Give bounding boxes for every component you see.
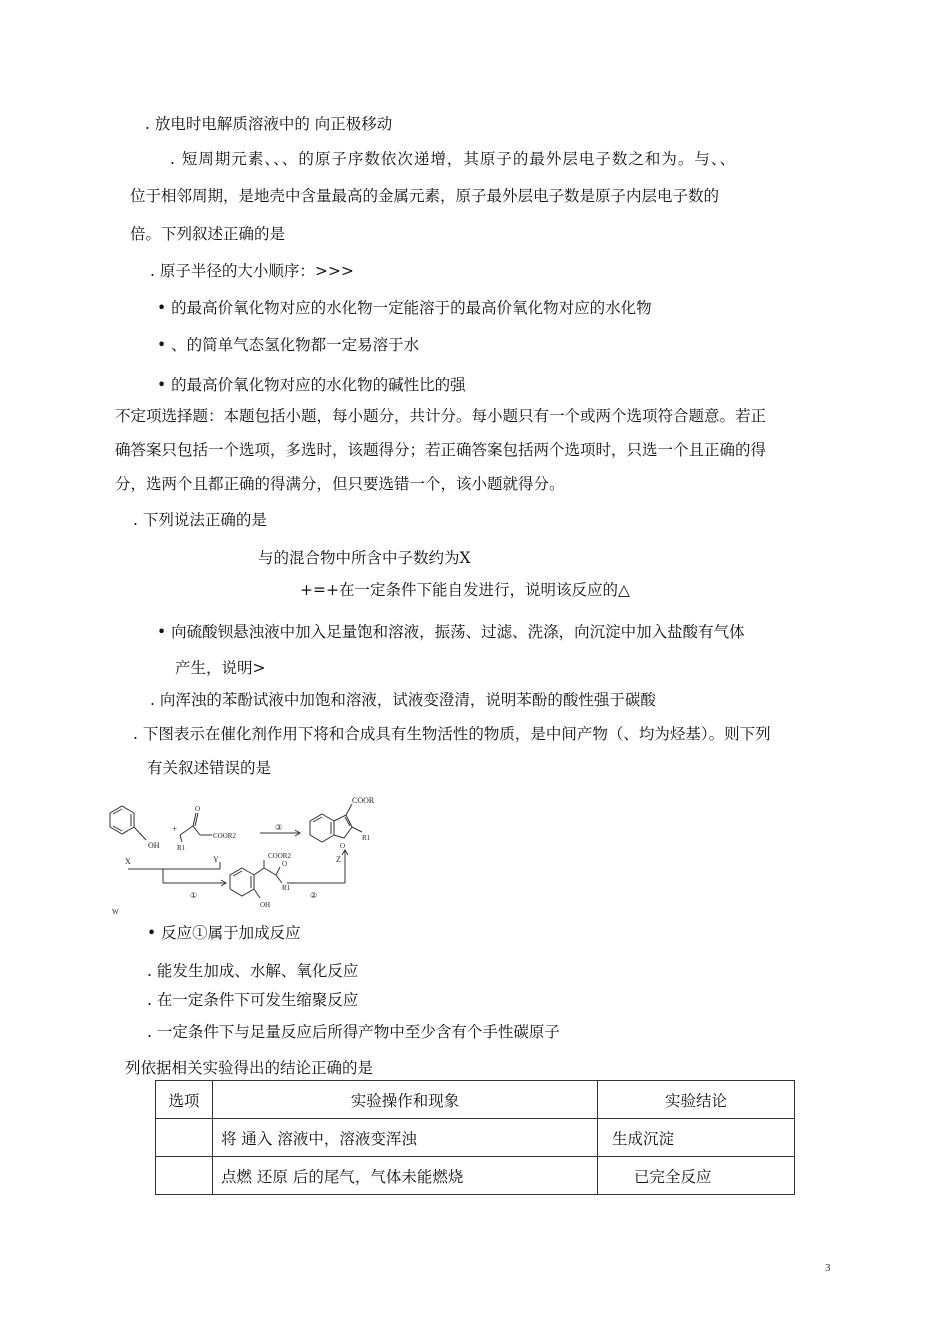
option-d: • 的最高价氧化物对应的水化物的碱性比的强 xyxy=(157,376,466,394)
reaction-scheme xyxy=(100,790,400,920)
cell-option xyxy=(156,1119,213,1157)
arrow-2-label: ② xyxy=(310,891,318,900)
table-header-row xyxy=(156,1081,795,1119)
option-c-cont: 产生，说明> xyxy=(175,659,266,677)
label-cooR2-w: COOR2 xyxy=(268,852,291,860)
label-o-w: O xyxy=(282,860,288,868)
option-d: . 向浑浊的苯酚试液中加饱和溶液，试液变澄清，说明苯酚的酸性强于碳酸 xyxy=(150,691,656,709)
label-r1-y: R1 xyxy=(177,844,186,852)
table-row xyxy=(156,1157,795,1195)
label-o-y: O xyxy=(195,805,201,813)
label-w: W xyxy=(112,908,119,916)
question-stem: . 下图表示在催化剂作用下将和合成具有生物活性的物质，是中间产物（、均为烃基）。则下列 xyxy=(133,725,771,743)
question-stem: . 下列说法正确的是 xyxy=(133,511,267,529)
cell-operation: 将 通入 溶液中，溶液变浑浊 xyxy=(213,1119,598,1157)
plus-sign-2: + xyxy=(172,824,178,834)
option-b: • 的最高价氧化物对应的水化物一定能溶于的最高价氧化物对应的水化物 xyxy=(157,299,652,317)
question-stem: 列依据相关实验得出的结论正确的是 xyxy=(125,1059,374,1077)
option-c: • 、的简单气态氢化物都一定易溶于水 xyxy=(157,336,420,354)
label-z: Z xyxy=(336,855,341,864)
section-heading: 不定项选择题：本题包括小题，每小题分，共计分。每小题只有一个或两个选项符合题意。若正 xyxy=(115,407,767,425)
page-number: 3 xyxy=(825,1262,831,1274)
option-a: . 原子半径的大小顺序：>>> xyxy=(150,262,354,280)
label-x: X xyxy=(125,857,131,866)
cell-conclusion: 已完全反应 xyxy=(598,1157,795,1195)
option-c: • 向硫酸钡悬浊液中加入足量饱和溶液，振荡、过滤、洗涤，向沉淀中加入盐酸有气体 xyxy=(157,623,745,641)
arrow-3-label: ③ xyxy=(275,823,283,832)
header-conclusion: 实验结论 xyxy=(598,1081,795,1119)
cell-option xyxy=(156,1157,213,1195)
option-d: . 一定条件下与足量反应后所得产物中至少含有个手性碳原子 xyxy=(147,1023,560,1041)
label-cooR2-y: COOR2 xyxy=(213,832,236,840)
cell-operation: 点燃 还原 后的尾气，气体未能燃烧 xyxy=(213,1157,598,1195)
label-r1-z: R1 xyxy=(362,834,371,842)
header-option: 选项 xyxy=(156,1081,213,1119)
option-b: +=+在一定条件下能自发进行，说明该反应的△ xyxy=(300,581,630,599)
option-b: . 能发生加成、水解、氧化反应 xyxy=(147,962,359,980)
question-stem-cont: 有关叙述错误的是 xyxy=(147,759,272,777)
cell-conclusion: 生成沉淀 xyxy=(598,1119,795,1157)
header-operation: 实验操作和现象 xyxy=(213,1081,598,1119)
label-oh-x: OH xyxy=(148,841,160,850)
arrow-1-label: ① xyxy=(190,891,198,900)
option-a: • 反应①属于加成反应 xyxy=(147,924,301,942)
experiment-table xyxy=(155,1080,795,1195)
label-coor-z: COOR xyxy=(352,796,375,805)
table-row xyxy=(156,1119,795,1157)
label-y: Y xyxy=(213,855,219,864)
label-o-z: O xyxy=(340,842,346,850)
question-stem: . 短周期元素、、、的原子序数依次递增，其原子的最外层电子数之和为。与、、 xyxy=(170,150,737,168)
question-stem-cont-2: 倍。下列叙述正确的是 xyxy=(130,225,286,243)
option-a: 与的混合物中所含中子数约为X xyxy=(258,549,471,567)
option-c: . 在一定条件下可发生缩聚反应 xyxy=(147,991,359,1009)
label-oh-w: OH xyxy=(260,901,271,909)
label-r1-w: R1 xyxy=(282,884,291,892)
section-heading-cont-2: 分，选两个且都正确的得满分，但只要选错一个，该小题就得分。 xyxy=(115,475,565,493)
question-stem-cont-1: 位于相邻周期，是地壳中含量最高的金属元素，原子最外层电子数是原子内层电子数的 xyxy=(130,187,720,205)
section-heading-cont-1: 确答案只包括一个选项，多选时，该题得分；若正确答案包括两个选项时，只选一个且正确的得 xyxy=(115,441,767,459)
option-d-line: . 放电时电解质溶液中的 向正极移动 xyxy=(145,115,393,133)
